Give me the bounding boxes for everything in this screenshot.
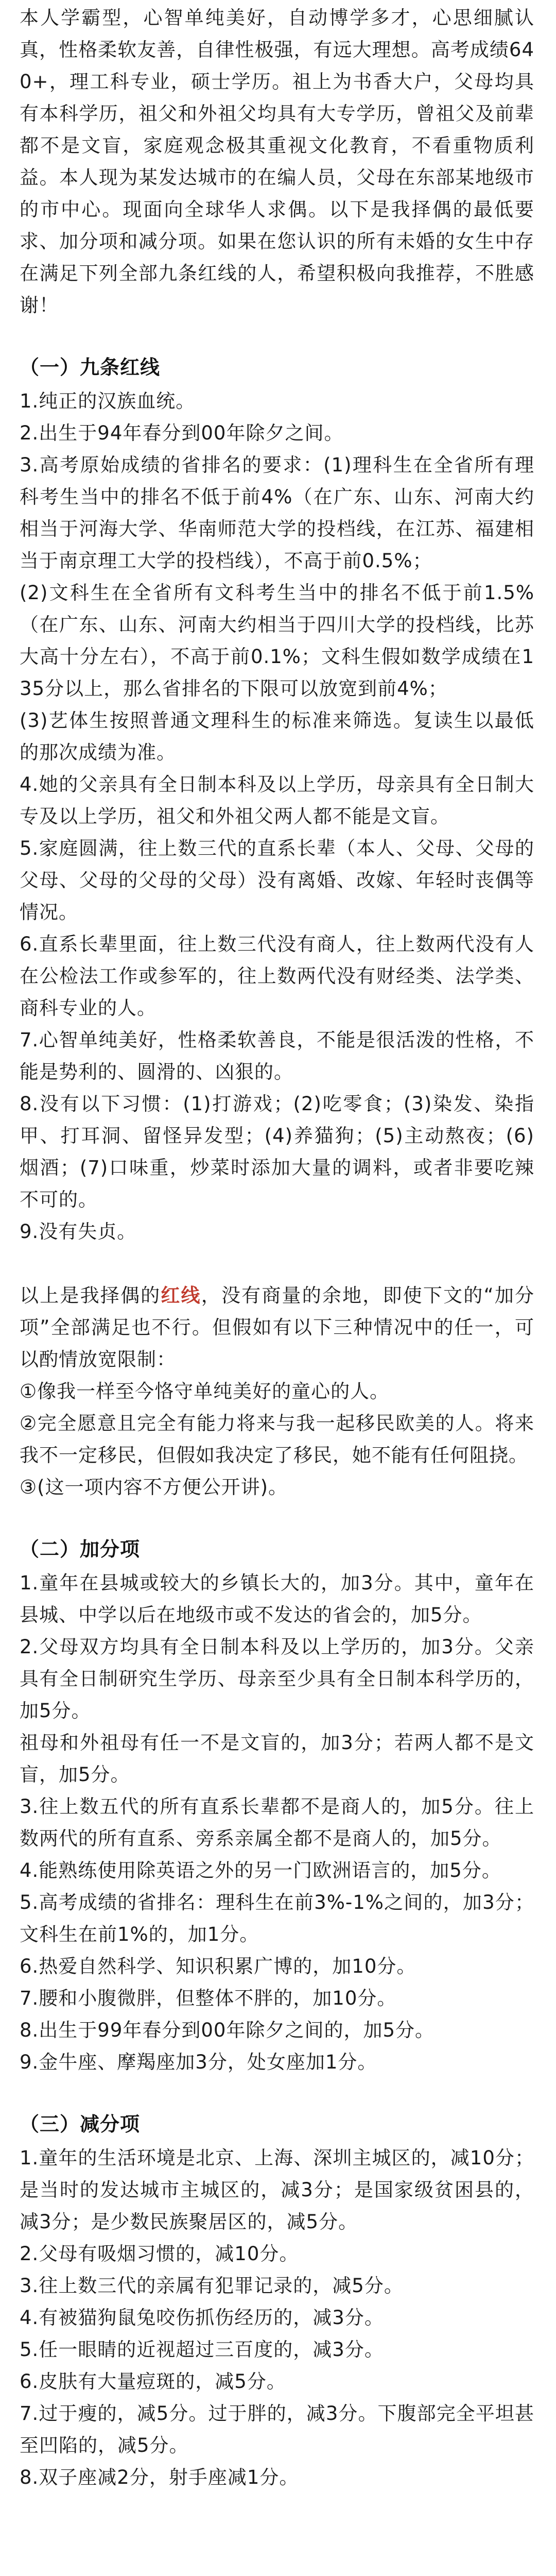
- penalty-item: 3.往上数三代的亲属有犯罪记录的，减5分。: [20, 2275, 404, 2297]
- note-item: ③(这一项内容不方便公开讲)。: [20, 1476, 288, 1498]
- note-suffix: ，没有商量的余地，即使下文的“加分项”全部满足也不行。但假如有以下三种情况中的任一，可以酌情放宽限制：: [20, 1284, 535, 1370]
- bonus-item: 8.出生于99年春分到00年除夕之间的，加5分。: [20, 2019, 435, 2041]
- section-red-lines: [20, 349, 534, 1248]
- red-line-item: 5.家庭圆满，往上数三代的直系长辈（本人、父母、父母的父母、父母的父母的父母）没有离婚、改嫁、年轻时丧偶等情况。: [20, 837, 534, 923]
- bonus-item: 2.父母双方均具有全日制本科及以上学历的，加3分。父亲具有全日制研究生学历、母亲至少具有全日制本科学历的，加5分。: [20, 1636, 534, 1722]
- red-line-item: 2.出生于94年春分到00年除夕之间。: [20, 422, 344, 444]
- bonus-item: 祖母和外祖母有任一不是文盲的，加3分；若两人都不是文盲，加5分。: [20, 1732, 534, 1786]
- note-prefix: 以上是我择偶的: [20, 1284, 161, 1307]
- section-heading: （二）加分项: [20, 1538, 141, 1561]
- penalty-item: 8.双子座减2分，射手座减1分。: [20, 2466, 299, 2488]
- section-penalty: [20, 2106, 534, 2494]
- note-item: ①像我一样至今恪守单纯美好的童心的人。: [20, 1380, 390, 1402]
- section-heading: （一）九条红线: [20, 356, 161, 379]
- red-line-item: 3.高考原始成绩的省排名的要求：(1)理科生在全省所有理科考生当中的排名不低于前4%（在广东、山东、河南大约相当于河海大学、华南师范大学的投档线，在江苏、福建相当于南京理工大学的投档线），不高于前0.5%；: [20, 454, 534, 572]
- red-line-item: 6.直系长辈里面，往上数三代没有商人，往上数两代没有人在公检法工作或参军的，往上数两代没有财经类、法学类、商科专业的人。: [20, 933, 534, 1019]
- penalty-item: 5.任一眼睛的近视超过三百度的，减3分。: [20, 2338, 384, 2361]
- red-line-item: 1.纯正的汉族血统。: [20, 390, 196, 412]
- penalty-item: 7.过于瘦的，减5分。过于胖的，减3分。下腹部完全平坦甚至凹陷的，减5分。: [20, 2402, 534, 2456]
- bonus-item: 9.金牛座、摩羯座加3分，处女座加1分。: [20, 2051, 377, 2073]
- spacer: [20, 1248, 534, 1280]
- intro-paragraph: 本人学霸型，心智单纯美好，自动博学多才，心思细腻认真，性格柔软友善，自律性极强，有远大理想。高考成绩640+，理工科专业，硕士学历。祖上为书香大户，父母均具有本科学历，祖父和外祖父均具有大专学历，曾祖父及前辈都不是文盲，家庭观念极其重视文化教育，不看重物质利益。本人现为某发达城市的在编人员，父母在东部某地级市的市中心。现面向全球华人求偶。以下是我择偶的最低要求、加分项和减分项。如果在您认识的所有未婚的女生中存在满足下列全部九条红线的人，希望积极向我推荐，不胜感谢！: [20, 7, 534, 316]
- penalty-item: 4.有被猫狗鼠兔咬伤抓伤经历的，减3分。: [20, 2307, 384, 2329]
- bonus-item: 3.往上数五代的所有直系长辈都不是商人的，加5分。往上数两代的所有直系、旁系亲属全都不是商人的，加5分。: [20, 1795, 534, 1850]
- red-line-item: 4.她的父亲具有全日制本科及以上学历，母亲具有全日制大专及以上学历，祖父和外祖父两人都不能是文盲。: [20, 773, 534, 827]
- red-line-item: (2)文科生在全省所有文科考生当中的排名不低于前1.5%（在广东、山东、河南大约相当于四川大学的投档线，比苏大高十分左右），不高于前0.1%；文科生假如数学成绩在135分以上，那么省排名的下限可以放宽到前4%；: [20, 582, 534, 700]
- red-line-item: 8.没有以下习惯：(1)打游戏；(2)吃零食；(3)染发、染指甲、打耳洞、留怪异发型；(4)养猫狗；(5)主动熬夜；(6)烟酒；(7)口味重，炒菜时添加大量的调料，或者非要吃辣不可的。: [20, 1093, 534, 1211]
- red-line-item: (3)艺体生按照普通文理科生的标准来筛选。复读生以最低的那次成绩为准。: [20, 709, 534, 764]
- note-highlight: 红线: [161, 1284, 201, 1307]
- red-line-item: 7.心智单纯美好，性格柔软善良，不能是很活泼的性格，不能是势利的、圆滑的、凶狠的。: [20, 1029, 534, 1083]
- section-heading: （三）减分项: [20, 2113, 141, 2136]
- bonus-item: 7.腰和小腹微胖，但整体不胖的，加10分。: [20, 1987, 397, 2009]
- section-note: [20, 1280, 534, 1503]
- bonus-item: 4.能熟练使用除英语之外的另一门欧洲语言的，加5分。: [20, 1859, 501, 1882]
- section-bonus: [20, 1531, 534, 2078]
- red-line-item: 9.没有失贞。: [20, 1221, 137, 1243]
- penalty-item: 6.皮肤有大量痘斑的，减5分。: [20, 2370, 286, 2393]
- note-paragraph: [20, 1280, 534, 1376]
- bonus-item: 1.童年在县城或较大的乡镇长大的，加3分。其中，童年在县城、中学以后在地级市或不发达的省会的，加5分。: [20, 1572, 534, 1626]
- bonus-item: 5.高考成绩的省排名：理科生在前3%-1%之间的，加3分；文科生在前1%的，加1分。: [20, 1891, 534, 1945]
- penalty-item: 2.父母有吸烟习惯的，减10分。: [20, 2243, 299, 2265]
- bonus-item: 6.热爱自然科学、知识积累广博的，加10分。: [20, 1955, 416, 1977]
- penalty-item: 1.童年的生活环境是北京、上海、深圳主城区的，减10分；是当时的发达城市主城区的，减3分；是国家级贫困县的，减3分；是少数民族聚居区的，减5分。: [20, 2147, 534, 2233]
- note-item: ②完全愿意且完全有能力将来与我一起移民欧美的人。将来我不一定移民，但假如我决定了移民，她不能有任何阻挠。: [20, 1412, 534, 1466]
